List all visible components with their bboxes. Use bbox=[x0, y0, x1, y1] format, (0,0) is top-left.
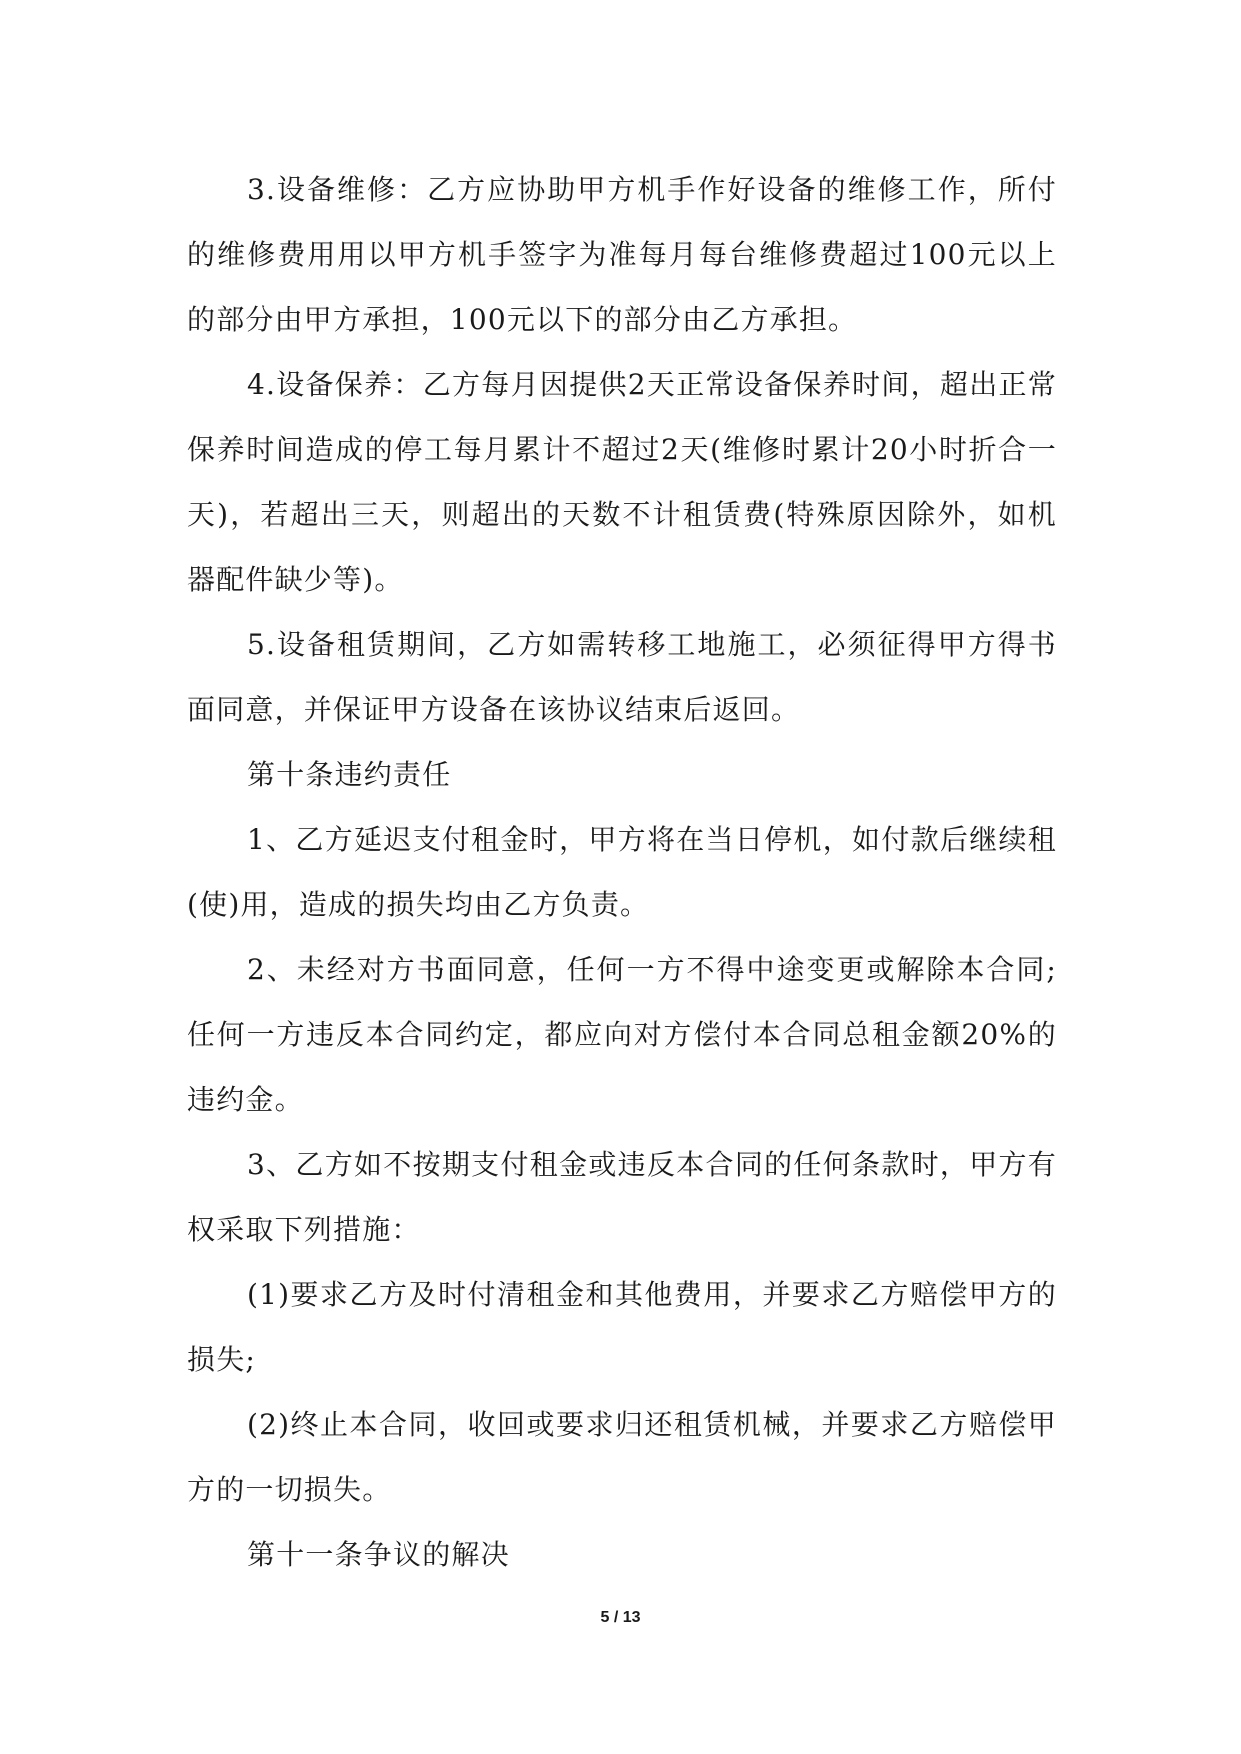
clause-equipment-maintenance: 4.设备保养：乙方每月因提供2天正常设备保养时间，超出正常保养时间造成的停工每月累计不超过2天(维修时累计20小时折合一天)，若超出三天，则超出的天数不计租赁费(特殊原因除外，如机器配件缺少等)。 bbox=[187, 368, 1057, 596]
breach-measure-1: (1)要求乙方及时付清租金和其他费用，并要求乙方赔偿甲方的损失; bbox=[187, 1278, 1057, 1376]
article-eleven-heading: 第十一条争议的解决 bbox=[247, 1538, 510, 1571]
page-number: 5 / 13 bbox=[600, 1609, 641, 1626]
clause-equipment-relocation: 5.设备租赁期间，乙方如需转移工地施工，必须征得甲方得书面同意，并保证甲方设备在该协议结束后返回。 bbox=[187, 628, 1057, 726]
article-ten-heading: 第十条违约责任 bbox=[247, 758, 452, 791]
breach-measure-2: (2)终止本合同，收回或要求归还租赁机械，并要求乙方赔偿甲方的一切损失。 bbox=[187, 1408, 1057, 1506]
breach-item-1: 1、乙方延迟支付租金时，甲方将在当日停机，如付款后继续租(使)用，造成的损失均由乙方负责。 bbox=[187, 823, 1057, 921]
document-body bbox=[187, 157, 1057, 1587]
breach-item-2: 2、未经对方书面同意，任何一方不得中途变更或解除本合同;任何一方违反本合同约定，都应向对方偿付本合同总租金额20%的违约金。 bbox=[187, 953, 1057, 1116]
breach-item-3: 3、乙方如不按期支付租金或违反本合同的任何条款时，甲方有权采取下列措施： bbox=[187, 1148, 1057, 1246]
clause-equipment-repair: 3.设备维修：乙方应协助甲方机手作好设备的维修工作，所付的维修费用用以甲方机手签字为准每月每台维修费超过100元以上的部分由甲方承担，100元以下的部分由乙方承担。 bbox=[187, 173, 1057, 336]
